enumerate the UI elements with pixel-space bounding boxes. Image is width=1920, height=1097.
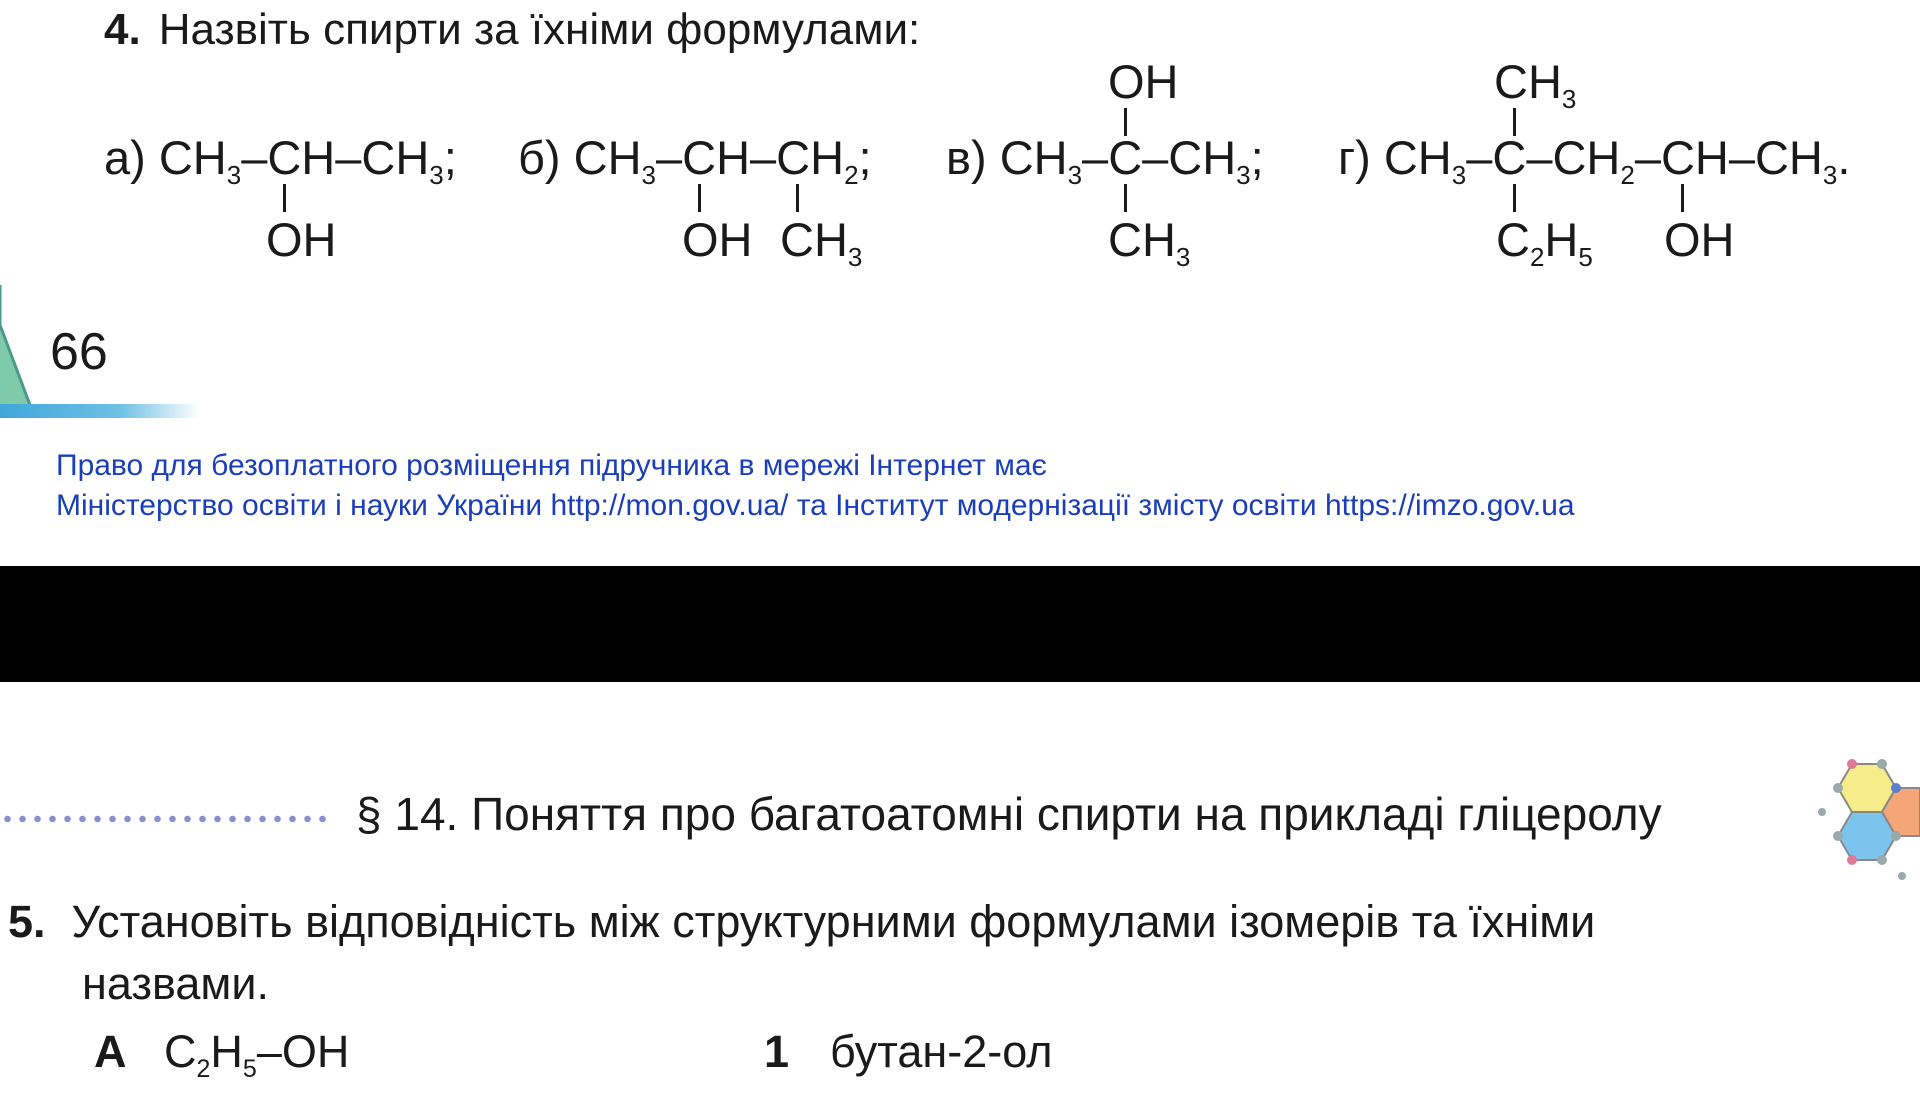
bond-line <box>1513 184 1516 212</box>
option-letter: A <box>94 1026 127 1077</box>
task4-text: Назвіть спирти за їхніми формулами: <box>158 5 921 54</box>
formula-a: а) $CH_3-CH-CH_3$; <box>104 131 457 190</box>
formula-g: г) $CH_3-C-CH_2-CH-CH_3$. <box>1338 131 1851 190</box>
task4-heading <box>104 0 920 60</box>
rights-line-1: Право для безоплатного розміщення підручника в мережі Інтернет має <box>56 449 1047 482</box>
bond-line <box>1124 184 1127 212</box>
formula-a-oh: OH <box>266 213 337 266</box>
formula-b-ch3: $CH_3$ <box>780 213 863 272</box>
section-title: § 14. Поняття про багатоатомні спирти на прикладі гліцеролу <box>356 788 1662 840</box>
bond-line <box>698 184 701 212</box>
rights-line-2: Міністерство освіти і науки України http://mon.gov.ua/ та Інститут модернізації змісту освіти https://imzo.gov.ua <box>56 489 1575 522</box>
formula-b-oh: OH <box>682 213 753 266</box>
formula-v: в) $CH_3-C-CH_3$; <box>946 131 1264 190</box>
formula-b: б) $CH_3-CH-CH_2$; <box>518 131 872 190</box>
bond-line <box>283 184 286 212</box>
option-formula: $C_2H_5-OH$ <box>164 1026 350 1083</box>
bond-line <box>796 184 799 212</box>
answer-name: бутан-2-ол <box>830 1026 1053 1077</box>
page-accent-line <box>0 404 200 418</box>
molecule-icon <box>1812 756 1920 888</box>
task5-text-continued: назвами. <box>82 958 270 1009</box>
task4-number: 4. <box>104 5 141 54</box>
task5-text: Установіть відповідність між структурними формулами ізомерів та їхніми <box>71 896 1596 947</box>
dotted-leader <box>0 814 326 824</box>
answer-number: 1 <box>764 1026 790 1077</box>
flask-icon <box>0 285 32 415</box>
task5-number: 5. <box>8 896 46 947</box>
page-number: 66 <box>50 323 108 381</box>
formula-g-ch3-top: $CH_3$ <box>1494 55 1577 114</box>
formula-v-ch3: $CH_3$ <box>1108 213 1191 272</box>
formula-g-c2h5: $C_2H_5$ <box>1496 213 1593 272</box>
task5-heading <box>8 894 1813 950</box>
formula-g-oh: OH <box>1664 213 1735 266</box>
formula-v-oh: OH <box>1108 55 1179 108</box>
bond-line <box>1681 184 1684 212</box>
page-separator <box>0 566 1920 682</box>
